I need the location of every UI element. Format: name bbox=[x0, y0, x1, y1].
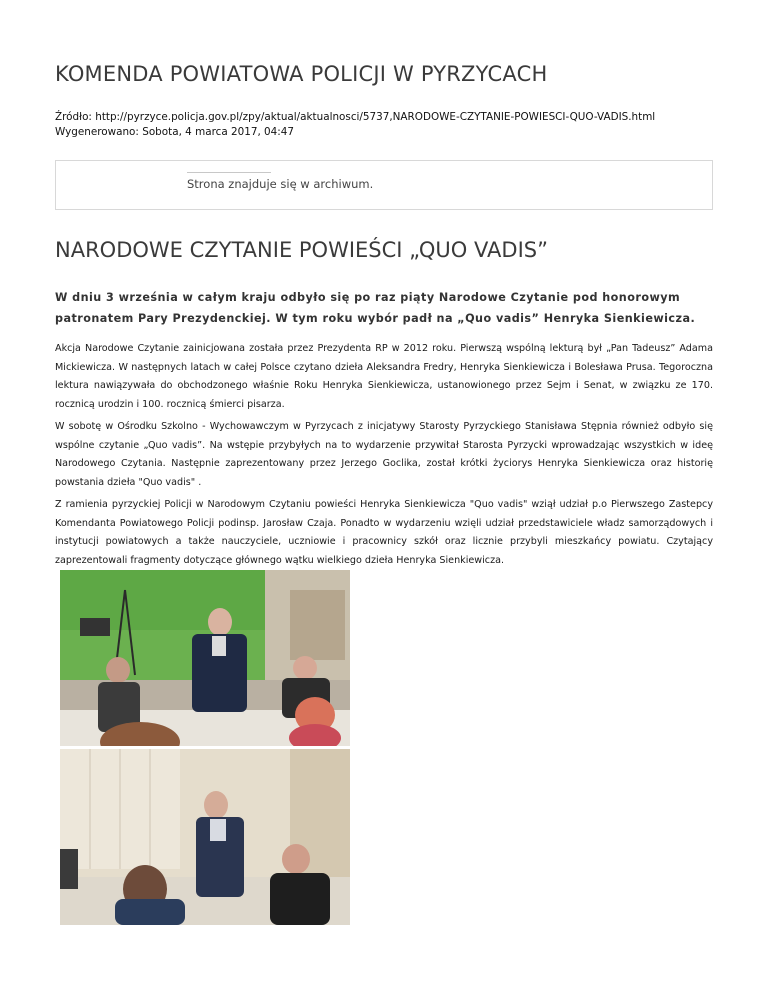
article-paragraph: W sobotę w Ośrodku Szkolno - Wychowawczym w Pyrzycach z inicjatywy Starosty Pyrzyckiego Stanisława Stępnia również odbyło się wspólne czytanie „Quo vadis”. Na wstępie przybyłych na to wydarzenie przywitał Starosta Pyrzycki wprowadzając wszystkich w ideę Narodowego Czytania. Następnie zaprezentowany przez Jerzego Goclika, został krótki życiorys Henryka Sienkiewicza oraz historię powstania dzieła "Quo vadis" . bbox=[55, 421, 713, 488]
article-lead: W dniu 3 września w całym kraju odbyło się po raz piąty Narodowe Czytanie pod honorowym patronatem Pary Prezydenckiej. W tym roku wybór padł na „Quo vadis” Henryka Sienkiewicza. bbox=[55, 291, 696, 325]
event-photo bbox=[60, 570, 350, 746]
document-meta bbox=[55, 110, 655, 140]
source-line: Źródło: http://pyrzyce.policja.gov.pl/zpy/aktual/aktualnosci/5737,NARODOWE-CZYTANIE-POWIESCI-QUO-VADIS.html bbox=[55, 111, 656, 123]
archive-notice-text: Strona znajduje się w archiwum. bbox=[187, 177, 374, 191]
generated-line: Wygenerowano: Sobota, 4 marca 2017, 04:47 bbox=[55, 126, 294, 138]
article-paragraph: Akcja Narodowe Czytanie zainicjowana została przez Prezydenta RP w 2012 roku. Pierwszą wspólną lekturą był „Pan Tadeusz” Adama Mickiewicza. W następnych latach w całej Polsce czytano dzieła Aleksandra Fredry, Henryka Sienkiewicza i Bolesława Prusa. Tegoroczna lektura nawiązywała do obchodzonego właśnie Roku Henryka Sienkiewicza, ustanowionego przez Sejm i Senat, w związku ze 170. rocznicą urodzin i 100. rocznicą śmierci pisarza. bbox=[55, 343, 713, 410]
event-photo-scene bbox=[60, 749, 350, 925]
archive-notice bbox=[55, 160, 713, 210]
event-photo bbox=[60, 749, 350, 925]
article-title: NARODOWE CZYTANIE POWIEŚCI „QUO VADIS” bbox=[55, 238, 548, 262]
article-paragraph: Z ramienia pyrzyckiej Policji w Narodowym Czytaniu powieści Henryka Sienkiewicza "Quo vadis" wziął udział p.o Pierwszego Zastepcy Komendanta Powiatowego Policji podinsp. Jarosław Czaja. Ponadto w wydarzeniu wzięli udział przedstawiciele władz samorządowych i instytucji powiatowych a także nauczyciele, uczniowie i pracownicy szkół oraz licznie przybyli mieszkańcy powiatu. Czytający zaprezentowali fragmenty dotyczące głównego wątku wielkiego dzieła Henryka Sienkiewicza. bbox=[55, 499, 713, 566]
event-photo-scene bbox=[60, 570, 350, 746]
archive-divider bbox=[187, 172, 271, 173]
site-title: KOMENDA POWIATOWA POLICJI W PYRZYCACH bbox=[55, 62, 548, 86]
